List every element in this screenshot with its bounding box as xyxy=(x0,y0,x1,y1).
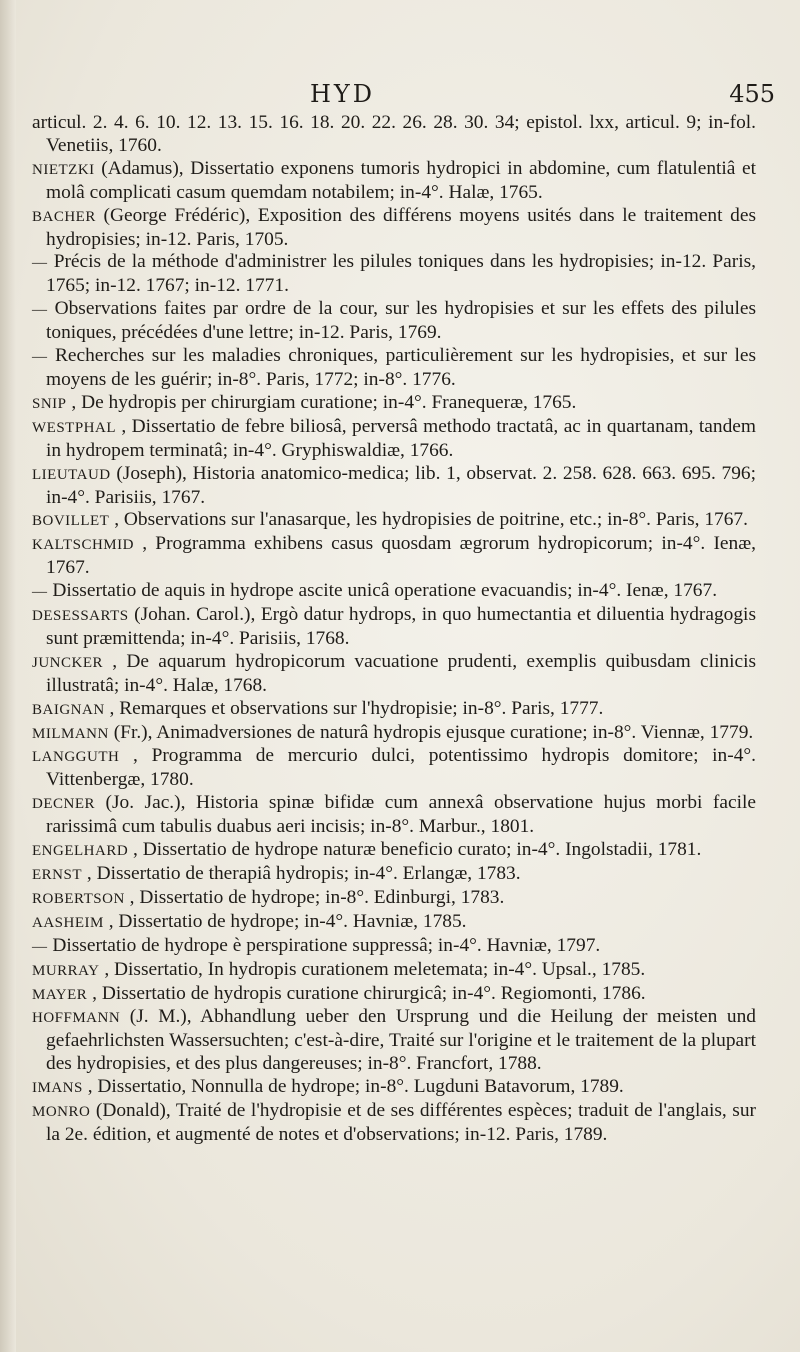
entry-author: JUNCKER xyxy=(32,654,104,671)
entry-text: (Joseph), Historia anatomico-medica; lib. 1, observat. 2. 258. 628. 663. 695. 796; in-4°. Parisiis, 1767. xyxy=(46,462,756,508)
entry-text: , Dissertatio, Nonnulla de hydrope; in-8°. Lugduni Batavorum, 1789. xyxy=(87,1076,624,1098)
entry-author: MAYER xyxy=(32,986,88,1003)
entry-text: (Donald), Traité de l'hydropisie et de ses différentes espèces; traduit de l'anglais, sur la 2e. édition, et augmenté de notes et d'observations; in-12. Paris, 1789. xyxy=(46,1100,756,1145)
entry-author: SNIP xyxy=(32,395,67,412)
bibliography-entry xyxy=(32,1076,756,1100)
bibliography-entry xyxy=(32,722,756,746)
entry-author: ENGELHARD xyxy=(32,843,129,860)
entry-author: — xyxy=(32,938,48,955)
entry-text: (Adamus), Dissertatio exponens tumoris hydropici in abdomine, cum flatulentiâ et molâ complicati casum quemdam notabilem; in-4°. Halæ, 1765. xyxy=(46,157,756,203)
entry-text: (Jo. Jac.), Historia spinæ bifidæ cum annexâ observatione hujus morbi facile rarissimâ cum tabulis duabus aeri incisis; in-8°. Marbur., 1801. xyxy=(46,792,756,838)
bibliography-entry xyxy=(32,533,756,580)
entry-author: LIEUTAUD xyxy=(32,466,111,483)
entry-author: — xyxy=(32,255,48,272)
entry-author: MURRAY xyxy=(32,962,100,979)
entry-author: IMANS xyxy=(32,1080,83,1097)
entry-text: , Dissertatio de hydropis curatione chirurgicâ; in-4°. Regiomonti, 1786. xyxy=(92,982,646,1004)
entry-text: , Dissertatio de hydrope naturæ beneficio curato; in-4°. Ingolstadii, 1781. xyxy=(133,839,702,861)
entry-text: , De aquarum hydropicorum vacuatione prudenti, exemplis quibusdam clinicis illustratâ; in-4°. Halæ, 1768. xyxy=(46,650,756,696)
entry-author: ROBERTSON xyxy=(32,890,125,907)
entry-text: Observations faites par ordre de la cour, sur les hydropisies et sur les effets des pilules toniques, précédées d'une lettre; in-12. Paris, 1769. xyxy=(46,298,756,344)
entry-text: , Dissertatio, In hydropis curationem meletemata; in-4°. Upsal., 1785. xyxy=(104,958,646,980)
entry-author: ERNST xyxy=(32,867,83,883)
entry-text: , De hydropis per chirurgiam curatione; in-4°. Franequeræ, 1765. xyxy=(71,391,577,413)
entry-text: (Fr.), Animadversiones de naturâ hydropis ejusque curatione; in-8°. Viennæ, 1779. xyxy=(113,721,754,743)
entry-text: , Dissertatio de hydrope; in-4°. Havniæ, 1785. xyxy=(108,910,467,932)
entry-text: , Programma de mercurio dulci, potentissimo hydropis domitore; in-4°. Vittenbergæ, 1780. xyxy=(46,745,756,791)
entry-author: LANGGUTH xyxy=(32,749,120,766)
bibliography-entry xyxy=(32,651,756,698)
entry-text: (George Frédéric), Exposition des différens moyens usités dans le traitement des hydropisies; in-12. Paris, 1705. xyxy=(46,204,756,250)
bibliography-entry xyxy=(32,792,756,839)
bibliography-entry xyxy=(32,698,756,722)
page-number: 455 xyxy=(729,80,775,108)
running-head: HYD xyxy=(309,80,375,108)
entry-text: , Remarques et observations sur l'hydropisie; in-8°. Paris, 1777. xyxy=(109,697,604,719)
bibliography-entry xyxy=(32,112,756,158)
entry-author: — xyxy=(32,302,48,319)
entry-author: HOFFMANN xyxy=(32,1010,121,1027)
bibliography-entry xyxy=(32,887,756,911)
bibliography-entry xyxy=(32,604,756,651)
entry-text: , Dissertatio de therapiâ hydropis; in-4°. Erlangæ, 1783. xyxy=(86,863,521,884)
bibliography-entry xyxy=(32,580,756,604)
entry-author: — xyxy=(32,349,48,366)
bibliography-entry xyxy=(32,911,756,935)
bibliography-entry xyxy=(32,983,756,1007)
page-header xyxy=(30,80,775,110)
entry-author: MILMANN xyxy=(32,725,109,742)
bibliography-entry xyxy=(32,251,756,298)
bibliography-list xyxy=(32,112,756,1147)
bibliography-entry xyxy=(32,392,756,416)
bibliography-entry xyxy=(32,1100,756,1147)
entry-author: BAIGNAN xyxy=(32,701,105,718)
entry-author: KALTSCHMID xyxy=(32,537,134,554)
bibliography-entry xyxy=(32,839,756,863)
entry-text: articul. 2. 4. 6. 10. 12. 13. 15. 16. 18. 20. 22. 26. 28. 30. 34; epistol. lxx, articul. 9; in-fol. Venetiis, 1760. xyxy=(32,112,756,156)
entry-author: MONRO xyxy=(32,1104,91,1121)
bibliography-entry xyxy=(32,509,756,533)
entry-author: BACHER xyxy=(32,208,96,225)
entry-text: , Dissertatio de febre biliosâ, perversâ methodo tractatâ, ac in quartanam, tandem in hydropem terminatâ; in-4°. Gryphiswaldiæ, 1766. xyxy=(46,415,756,461)
bibliography-entry xyxy=(32,298,756,345)
entry-text: (Johan. Carol.), Ergò datur hydrops, in quo humectantia et diluentia hydragogis sunt præmittenda; in-4°. Parisiis, 1768. xyxy=(46,604,756,649)
entry-author: — xyxy=(32,584,48,601)
entry-author: DESESSARTS xyxy=(32,608,129,625)
bibliography-entry xyxy=(32,416,756,463)
entry-text: Recherches sur les maladies chroniques, particulièrement sur les hydropisies, et sur les moyens de les guérir; in-8°. Paris, 1772; in-8°. 1776. xyxy=(46,345,757,390)
entry-author: AASHEIM xyxy=(32,914,104,931)
entry-text: , Observations sur l'anasarque, les hydropisies de poitrine, etc.; in-8°. Paris, 1767. xyxy=(114,509,748,531)
bibliography-entry xyxy=(32,158,756,205)
bibliography-entry xyxy=(32,345,756,392)
page-gutter xyxy=(0,0,16,1352)
bibliography-entry xyxy=(32,935,756,959)
entry-text: , Dissertatio de hydrope; in-8°. Edinburgi, 1783. xyxy=(129,886,505,908)
bibliography-entry xyxy=(32,959,756,983)
entry-author: DECNER xyxy=(32,796,95,813)
bibliography-entry xyxy=(32,863,756,887)
bibliography-entry xyxy=(32,745,756,792)
entry-author: WESTPHAL xyxy=(32,419,116,436)
entry-text: (J. M.), Abhandlung ueber den Ursprung und die Heilung der meisten und gefaehrlichsten Wassersuchten; c'est-à-dire, Traité sur l'origine et le traitement de la plupart des hydropisies, et des plus dangereuses; in-8°. Francfort, 1788. xyxy=(46,1006,756,1075)
entry-text: Dissertatio de hydrope è perspiratione suppressâ; in-4°. Havniæ, 1797. xyxy=(52,934,601,956)
entry-text: Précis de la méthode d'administrer les pilules toniques dans les hydropisies; in-12. Paris, 1765; in-12. 1767; in-12. 1771. xyxy=(46,251,756,297)
bibliography-entry xyxy=(32,1006,756,1076)
entry-text: , Programma exhibens casus quosdam ægrorum hydropicorum; in-4°. Ienæ, 1767. xyxy=(46,533,756,579)
entry-author: NIETZKI xyxy=(32,161,95,178)
bibliography-entry xyxy=(32,463,756,510)
entry-author: BOVILLET xyxy=(32,513,110,530)
bibliography-entry xyxy=(32,205,756,252)
entry-text: Dissertatio de aquis in hydrope ascite unicâ operatione evacuandis; in-4°. Ienæ, 1767. xyxy=(52,580,718,602)
